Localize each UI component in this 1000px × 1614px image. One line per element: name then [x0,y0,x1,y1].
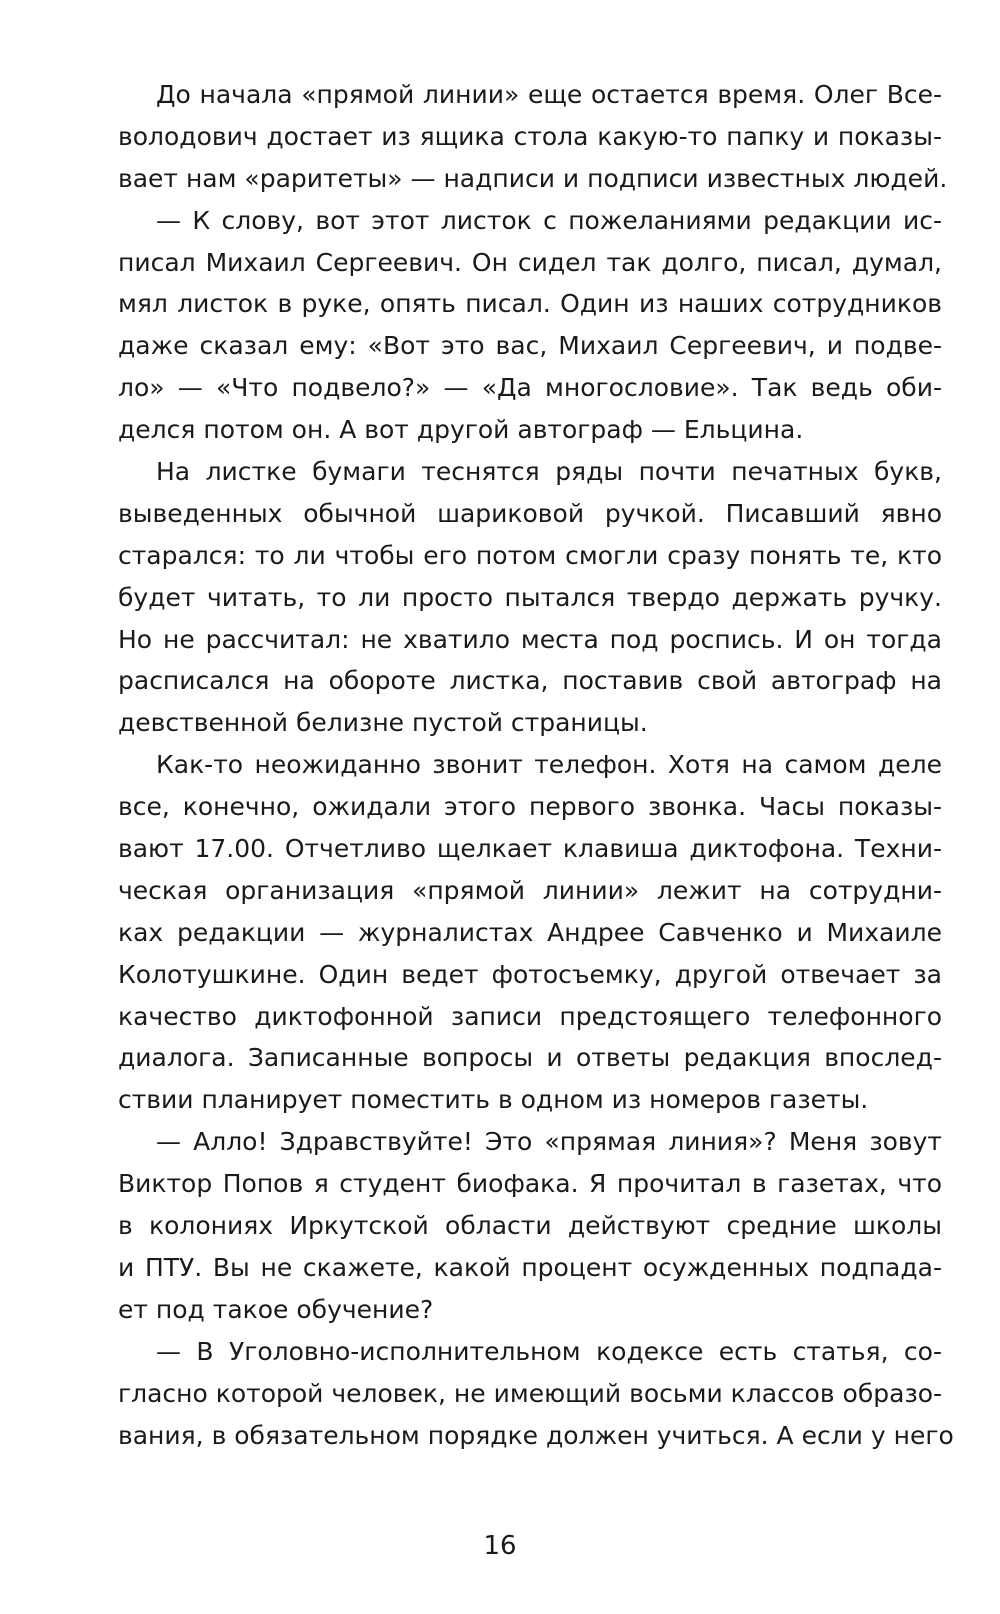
text-line: Как-то неожиданно звонит телефон. Хотя на самом деле [156,750,942,780]
text-line: — В Уголовно-исполнительном кодексе есть статья, со- [156,1336,942,1366]
text-line: мял листок в руке, опять писал. Один из наших сотрудников [118,289,942,319]
text-line: До начала «прямой линии» еще остается время. Олег Все- [156,80,942,109]
text-line: — Алло! Здравствуйте! Это «прямая линия»? Меня зовут [156,1127,942,1157]
text-line: все, конечно, ожидали этого первого звонка. Часы показы- [118,792,942,822]
text-line: будет читать, то ли просто пытался твердо держать ручку. [118,582,942,612]
text-line: диалога. Записанные вопросы и ответы редакция впослед- [118,1043,942,1073]
text-line: качество диктофонной записи предстоящего телефонного [118,1001,942,1031]
text-line: писал Михаил Сергеевич. Он сидел так долго, писал, думал, [118,247,942,277]
text-line: даже сказал ему: «Вот это вас, Михаил Сергеевич, и подве- [118,331,942,361]
text-line: старался: то ли чтобы его потом смогли сразу понять те, кто [118,540,942,570]
text-line: вают 17.00. Отчетливо щелкает клавиша диктофона. Техни- [118,834,942,864]
text-line: вает нам «раритеты» — надписи и подписи известных людей. [118,163,948,193]
text-line: володович достает из ящика стола какую-то папку и показы- [118,121,942,151]
text-line: ствии планирует поместить в одном из номеров газеты. [118,1085,869,1115]
text-line: гласно которой человек, не имеющий восьми классов образо- [118,1378,943,1408]
text-line: ло» — «Что подвело?» — «Да многословие». Так ведь оби- [118,373,942,403]
body-text [118,74,954,1456]
text-line: ет под такое обучение? [118,1294,434,1324]
text-line: Виктор Попов я студент биофака. Я прочитал в газетах, что [118,1169,942,1199]
text-line: На листке бумаги теснятся ряды почти печатных букв, [156,457,942,487]
text-line: — К слову, вот этот листок с пожеланиями редакции ис- [156,205,942,235]
text-line: выведенных обычной шариковой ручкой. Писавший явно [118,498,942,528]
text-line: в колониях Иркутской области действуют средние школы [118,1211,942,1241]
text-line: ческая организация «прямой линии» лежит на сотрудни- [118,875,942,905]
text-line: вания, в обязательном порядке должен учиться. А если у него [118,1420,954,1450]
text-line: Но не рассчитал: не хватило места под роспись. И он тогда [118,624,942,654]
text-line: девственной белизне пустой страницы. [118,708,648,738]
text-line: Колотушкине. Один ведет фотосъемку, другой отвечает за [118,959,942,989]
text-line: и ПТУ. Вы не скажете, какой процент осужденных подпада- [118,1252,942,1282]
page-number: 16 [483,1531,517,1561]
text-line: делся потом он. А вот другой автограф — Ельцина. [118,415,804,445]
text-line: ках редакции — журналистах Андрее Савченко и Михаиле [118,917,942,947]
text-line: расписался на обороте листка, поставив свой автограф на [118,666,942,696]
